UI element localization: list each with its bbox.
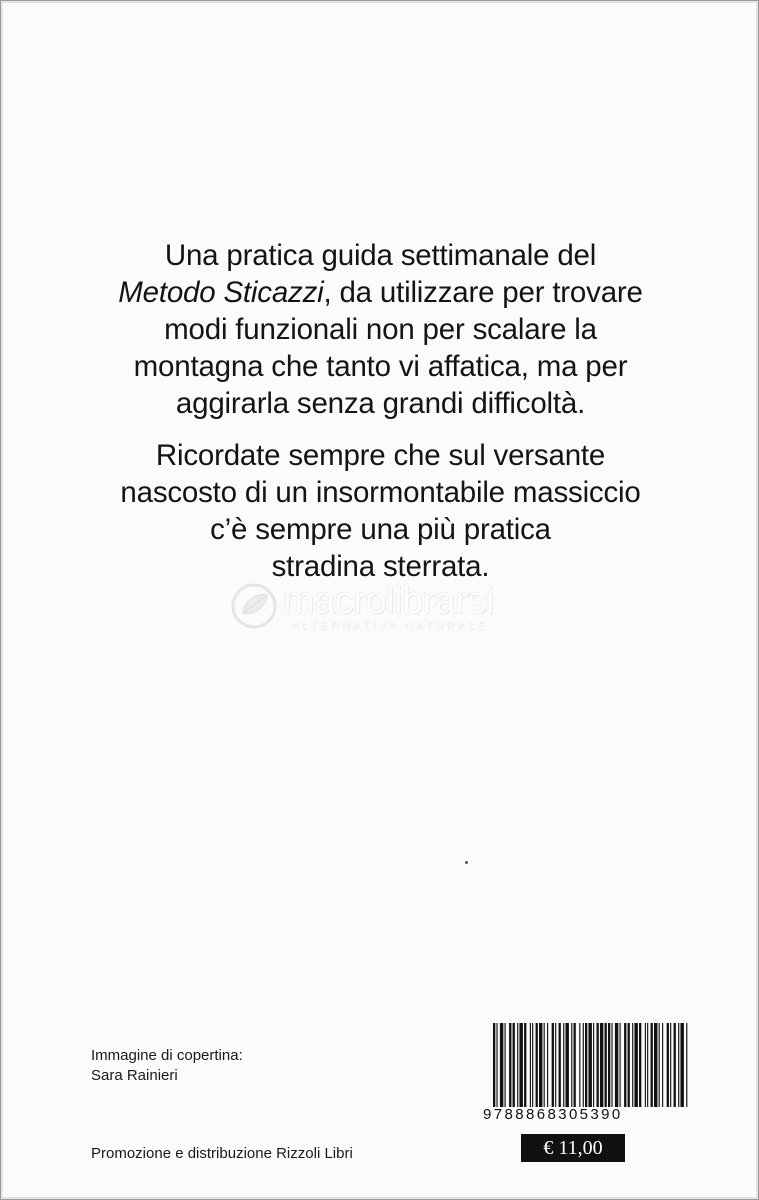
barcode-bar [509, 1023, 511, 1107]
barcode-bar [517, 1023, 518, 1107]
blurb-line-rest: , da utilizzare per trovare [323, 276, 643, 309]
barcode [483, 1023, 695, 1123]
barcode-bar [524, 1023, 526, 1107]
barcode-bar [571, 1023, 572, 1107]
barcode-bars [483, 1023, 695, 1107]
barcode-bar [605, 1023, 607, 1107]
barcode-bar [680, 1023, 683, 1107]
barcode-bar [547, 1023, 548, 1107]
barcode-bar [662, 1023, 663, 1107]
barcode-bar [530, 1023, 531, 1107]
barcode-bar [651, 1023, 653, 1107]
barcode-bar [674, 1023, 676, 1107]
leaf-logo-icon [229, 581, 279, 631]
barcode-bar [608, 1023, 610, 1107]
barcode-bar [600, 1023, 603, 1107]
barcode-bar [593, 1023, 594, 1107]
barcode-bar [597, 1023, 599, 1107]
barcode-bar [544, 1023, 545, 1107]
barcode-bar [611, 1023, 612, 1107]
barcode-bar [670, 1023, 671, 1107]
barcode-bar [620, 1023, 621, 1107]
barcode-bar [555, 1023, 556, 1107]
barcode-bar [559, 1023, 561, 1107]
barcode-bar [659, 1023, 660, 1107]
barcode-bar [505, 1023, 506, 1107]
barcode-bar [686, 1023, 687, 1107]
barcode-bar [539, 1023, 542, 1107]
blurb-line [61, 274, 700, 311]
barcode-bar [639, 1023, 641, 1107]
barcode-bar [574, 1023, 576, 1107]
isbn-number: 9788868305390 [483, 1106, 623, 1123]
blurb-line: montagna che tanto vi affatica, ma per [133, 350, 628, 383]
barcode-bar [678, 1023, 679, 1107]
credit-name: Sara Rainieri [91, 1067, 178, 1084]
distribution-note: Promozione e distribuzione Rizzoli Libri [91, 1145, 353, 1162]
blurb-line: Una pratica guida settimanale del [164, 239, 597, 272]
blurb-line: stradina sterrata. [271, 550, 490, 583]
barcode-bar [519, 1023, 522, 1107]
barcode-bar [628, 1023, 630, 1107]
watermark-brand: macrolibrarsi [283, 580, 494, 622]
barcode-bar [667, 1023, 669, 1107]
barcode-bar [583, 1023, 584, 1107]
barcode-bar [647, 1023, 648, 1107]
barcode-bar [493, 1023, 495, 1107]
barcode-bar [645, 1023, 646, 1107]
blurb [61, 237, 700, 585]
barcode-bar [563, 1023, 564, 1107]
blurb-line: c’è sempre una più pratica [210, 513, 551, 546]
blurb-line: Ricordate sempre che sul versante [155, 439, 606, 472]
barcode-bar [588, 1023, 591, 1107]
barcode-bar [552, 1023, 554, 1107]
print-speck [465, 861, 468, 864]
barcode-bar [513, 1023, 515, 1107]
blurb-line: modi funzionali non per scalare la [164, 313, 597, 346]
blurb-line: aggirarla senza grandi difficoltà. [175, 387, 586, 420]
watermark [229, 579, 539, 639]
watermark-tagline: ALTERNATIVA NATURALE [291, 620, 489, 632]
barcode-bar [532, 1023, 533, 1107]
price-tag: € 11,00 [521, 1134, 625, 1162]
barcode-bar [634, 1023, 637, 1107]
barcode-bar [496, 1023, 497, 1107]
barcode-bar [624, 1023, 626, 1107]
blurb-line: nascosto di un insormontabile massiccio [120, 476, 641, 509]
barcode-bar [615, 1023, 618, 1107]
credit-label: Immagine di copertina: [91, 1047, 243, 1064]
barcode-bar [632, 1023, 633, 1107]
blurb-paragraph-1 [61, 237, 700, 422]
barcode-bar [536, 1023, 538, 1107]
barcode-bar [565, 1023, 568, 1107]
barcode-bar [500, 1023, 503, 1107]
method-title: Metodo Sticazzi [118, 276, 324, 309]
cover-image-credit [91, 1046, 243, 1086]
barcode-bar [579, 1023, 580, 1107]
barcode-bar [585, 1023, 587, 1107]
barcode-bar [654, 1023, 657, 1107]
blurb-paragraph-2 [61, 437, 700, 585]
